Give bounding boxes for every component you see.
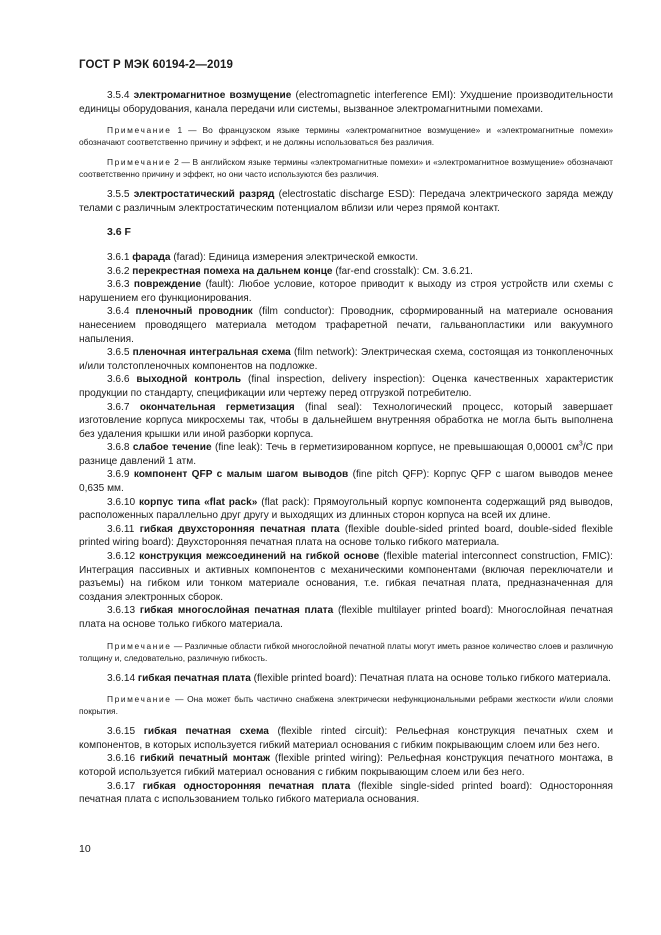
term-name: гибкая печатная плата [137,672,251,684]
term-definition: (final inspection, delivery inspection): Оценка качественных характеристик продукции по стандарту, спецификации или чертежу перед отгрузкой потребителю. [79,374,613,399]
term-name: электростатический разряд [133,189,275,201]
term-name: гибкая многослойная печатная плата [139,605,334,617]
note-label: Примечание [107,640,172,651]
definition-3-6-13 [79,604,613,631]
definition-3-6-9 [79,468,613,495]
term-number: 3.6.9 [107,469,130,481]
definition-3-6-15 [79,725,613,752]
term-definition-end: /С при разнице давлений 1 атм. [79,442,614,467]
definition-3-6-11 [79,523,613,550]
term-number: 3.6.6 [107,374,130,386]
term-number: 3.6.5 [107,347,130,359]
document-header: ГОСТ Р МЭК 60194-2—2019 [79,59,233,71]
term-definition: (flexible single-sided printed board): Односторонняя печатная плата с использованием только гибкого материала основания. [79,780,613,806]
term-definition: (electromagnetic interference EMI): Ухудшение производительности единицы оборудования, канала передачи или системы, вызванное электромагнитными помехами. [79,90,613,115]
definition-3-6-17 [79,780,613,807]
note-text: — Различные области гибкой многослойной печатной платы могут иметь разное количество слоев и различную толщину и, следовательно, различную гибкость. [79,640,613,663]
definition-3-6-3 [79,278,613,305]
section-title: 3.6 F [107,226,131,239]
term-definition: (fine pitch QFP): Корпус QFP с шагом выводов менее 0,635 мм. [79,469,613,495]
term-name: окончательная герметизация [139,401,295,413]
term-definition: (final seal): Технологический процесс, который завершает изготовление корпуса микросхемы так, чтобы в дальнейшем внутренняя обработка не могла быть выполнена без удаления крышки или иной разборки корпуса. [79,401,613,440]
definition-3-5-4 [79,89,613,116]
note-text: — Она может быть частично снабжена электрически нефункциональными ребрами жесткости и/или слоями покрытия. [79,694,613,717]
term-name: пленочная интегральная схема [132,347,291,359]
term-definition: (flexible printed wiring): Рельефная конструкция печатного монтажа, в которой используется гибкий материал основания с гибким покрывающим слоем или без него. [79,753,613,778]
page-number: 10 [79,843,91,855]
definition-3-6-2 [79,265,613,279]
term-number: 3.6.10 [107,496,136,508]
term-definition: (film conductor): Проводник, сформированный на материале основания нанесением проводящего материала методом трафаретной печати, гальванопластики или вакуумного напыления. [79,306,613,345]
term-number: 3.5.4 [107,90,130,101]
term-definition: (film network): Электрическая схема, состоящая из тонкопленочных и/или толстопленочных компонентов на подложке. [79,347,613,372]
term-definition: (fine leak): Течь в герметизированном корпусе, не превышающая 0,00001 см [211,442,579,454]
term-number: 3.6.14 [107,672,136,684]
term-name: гибкая печатная схема [143,726,269,738]
note-3-5-4-2 [79,156,613,180]
term-number: 3.6.17 [107,780,136,792]
term-definition: (electrostatic discharge ESD): Передача электрического заряда между телами с различным электростатическим потенциалом вблизи или через прямой контакт. [79,189,614,214]
definition-3-6-16 [79,752,613,779]
note-3-5-4-1 [79,124,613,148]
term-name: перекрестная помеха на дальнем конце [132,265,333,277]
note-label: Примечание [107,694,172,705]
definition-3-6-5 [79,346,613,373]
definition-3-6-12 [79,550,613,604]
note-label: Примечание [107,125,172,136]
term-number: 3.6.2 [107,265,130,277]
term-number: 3.6.1 [107,251,130,263]
term-name: гибкий печатный монтаж [139,753,271,765]
term-name: выходной контроль [136,374,242,386]
term-name: слабое течение [132,442,212,454]
note-label: Примечание [107,157,172,168]
term-name: повреждение [133,279,202,291]
term-name: гибкая односторонняя печатная плата [142,780,351,792]
term-name: пленочный проводник [135,306,253,318]
term-definition: (flexible material interconnect construction, FMIC): Интеграция пассивных и активных компонентов с механическими компонентами (включая переключатели и разъемы) на гибком или тонком материале основания, т.е. гибкая печатная плата, предназначенная для создания электронных сборок. [79,551,613,603]
term-number: 3.6.3 [107,279,130,291]
definition-3-6-7 [79,401,613,442]
note-text: 1 — Во французском языке термины «электромагнитное возмущение» и «электромагнитные помехи» обозначают соответственно причину и эффект, и не должны использоваться без различия. [79,125,613,148]
definition-3-6-4 [79,305,613,346]
definition-3-6-1 [79,251,613,265]
term-name: конструкция межсоединений на гибкой основе [139,551,380,563]
term-definition: (flexible double-sided printed board, double-sided flexible printed wiring board): Двухсторонняя печатная плата на основе только гибкого материала. [79,523,613,549]
term-definition: (far-end crosstalk): См. 3.6.21. [332,265,473,277]
term-name: гибкая двухсторонняя печатная плата [139,523,340,535]
term-name: электромагнитное возмущение [133,90,292,101]
term-number: 3.6.11 [107,523,135,535]
term-definition: (flexible rinted circuit): Рельефная конструкция печатных схем и компонентов, в которых используется гибкий материал основания с гибким покрывающим слоем или без него. [79,726,613,751]
term-number: 3.6.16 [107,753,136,765]
note-3-6-13 [79,640,613,664]
term-definition: (flat pack): Прямоугольный корпус компонента содержащий ряд выводов, расположенных параллельно друг другу и выходящих из длинных сторон корпуса на всей их длине. [79,496,613,522]
term-definition: (farad): Единица измерения электрической емкости. [170,251,419,263]
term-number: 3.6.4 [107,306,130,318]
term-definition: (fault): Любое условие, которое приводит к выходу из строя устройств или схемы с нарушением его функционирования. [79,279,613,304]
term-name: фарада [132,251,171,263]
definition-3-6-14 [79,672,613,686]
definition-3-5-5 [79,188,613,215]
term-definition: (flexible multilayer printed board): Многослойная печатная плата на основе только гибкого материала. [79,605,613,630]
term-number: 3.6.15 [107,726,136,738]
term-number: 3.6.7 [107,401,130,413]
superscript: 3 [578,440,583,448]
term-number: 3.6.13 [107,605,136,617]
note-text: 2 — В английском языке термины «электромагнитные помехи» и «электромагнитное возмущение» обозначают соответственно причину и эффект, но они часто используются без различия. [79,157,613,180]
term-name: компонент QFP с малым шагом выводов [133,469,349,481]
term-number: 3.5.5 [107,189,130,201]
definition-3-6-6 [79,373,613,400]
term-definition: (flexible printed board): Печатная плата на основе только гибкого материала. [250,672,611,684]
note-3-6-14 [79,693,613,717]
definition-3-6-10 [79,496,613,523]
term-number: 3.6.12 [107,551,136,563]
definition-3-6-8 [79,441,613,468]
document-body [79,89,613,807]
term-number: 3.6.8 [107,442,130,454]
term-name: корпус типа «flat pack» [139,496,258,508]
